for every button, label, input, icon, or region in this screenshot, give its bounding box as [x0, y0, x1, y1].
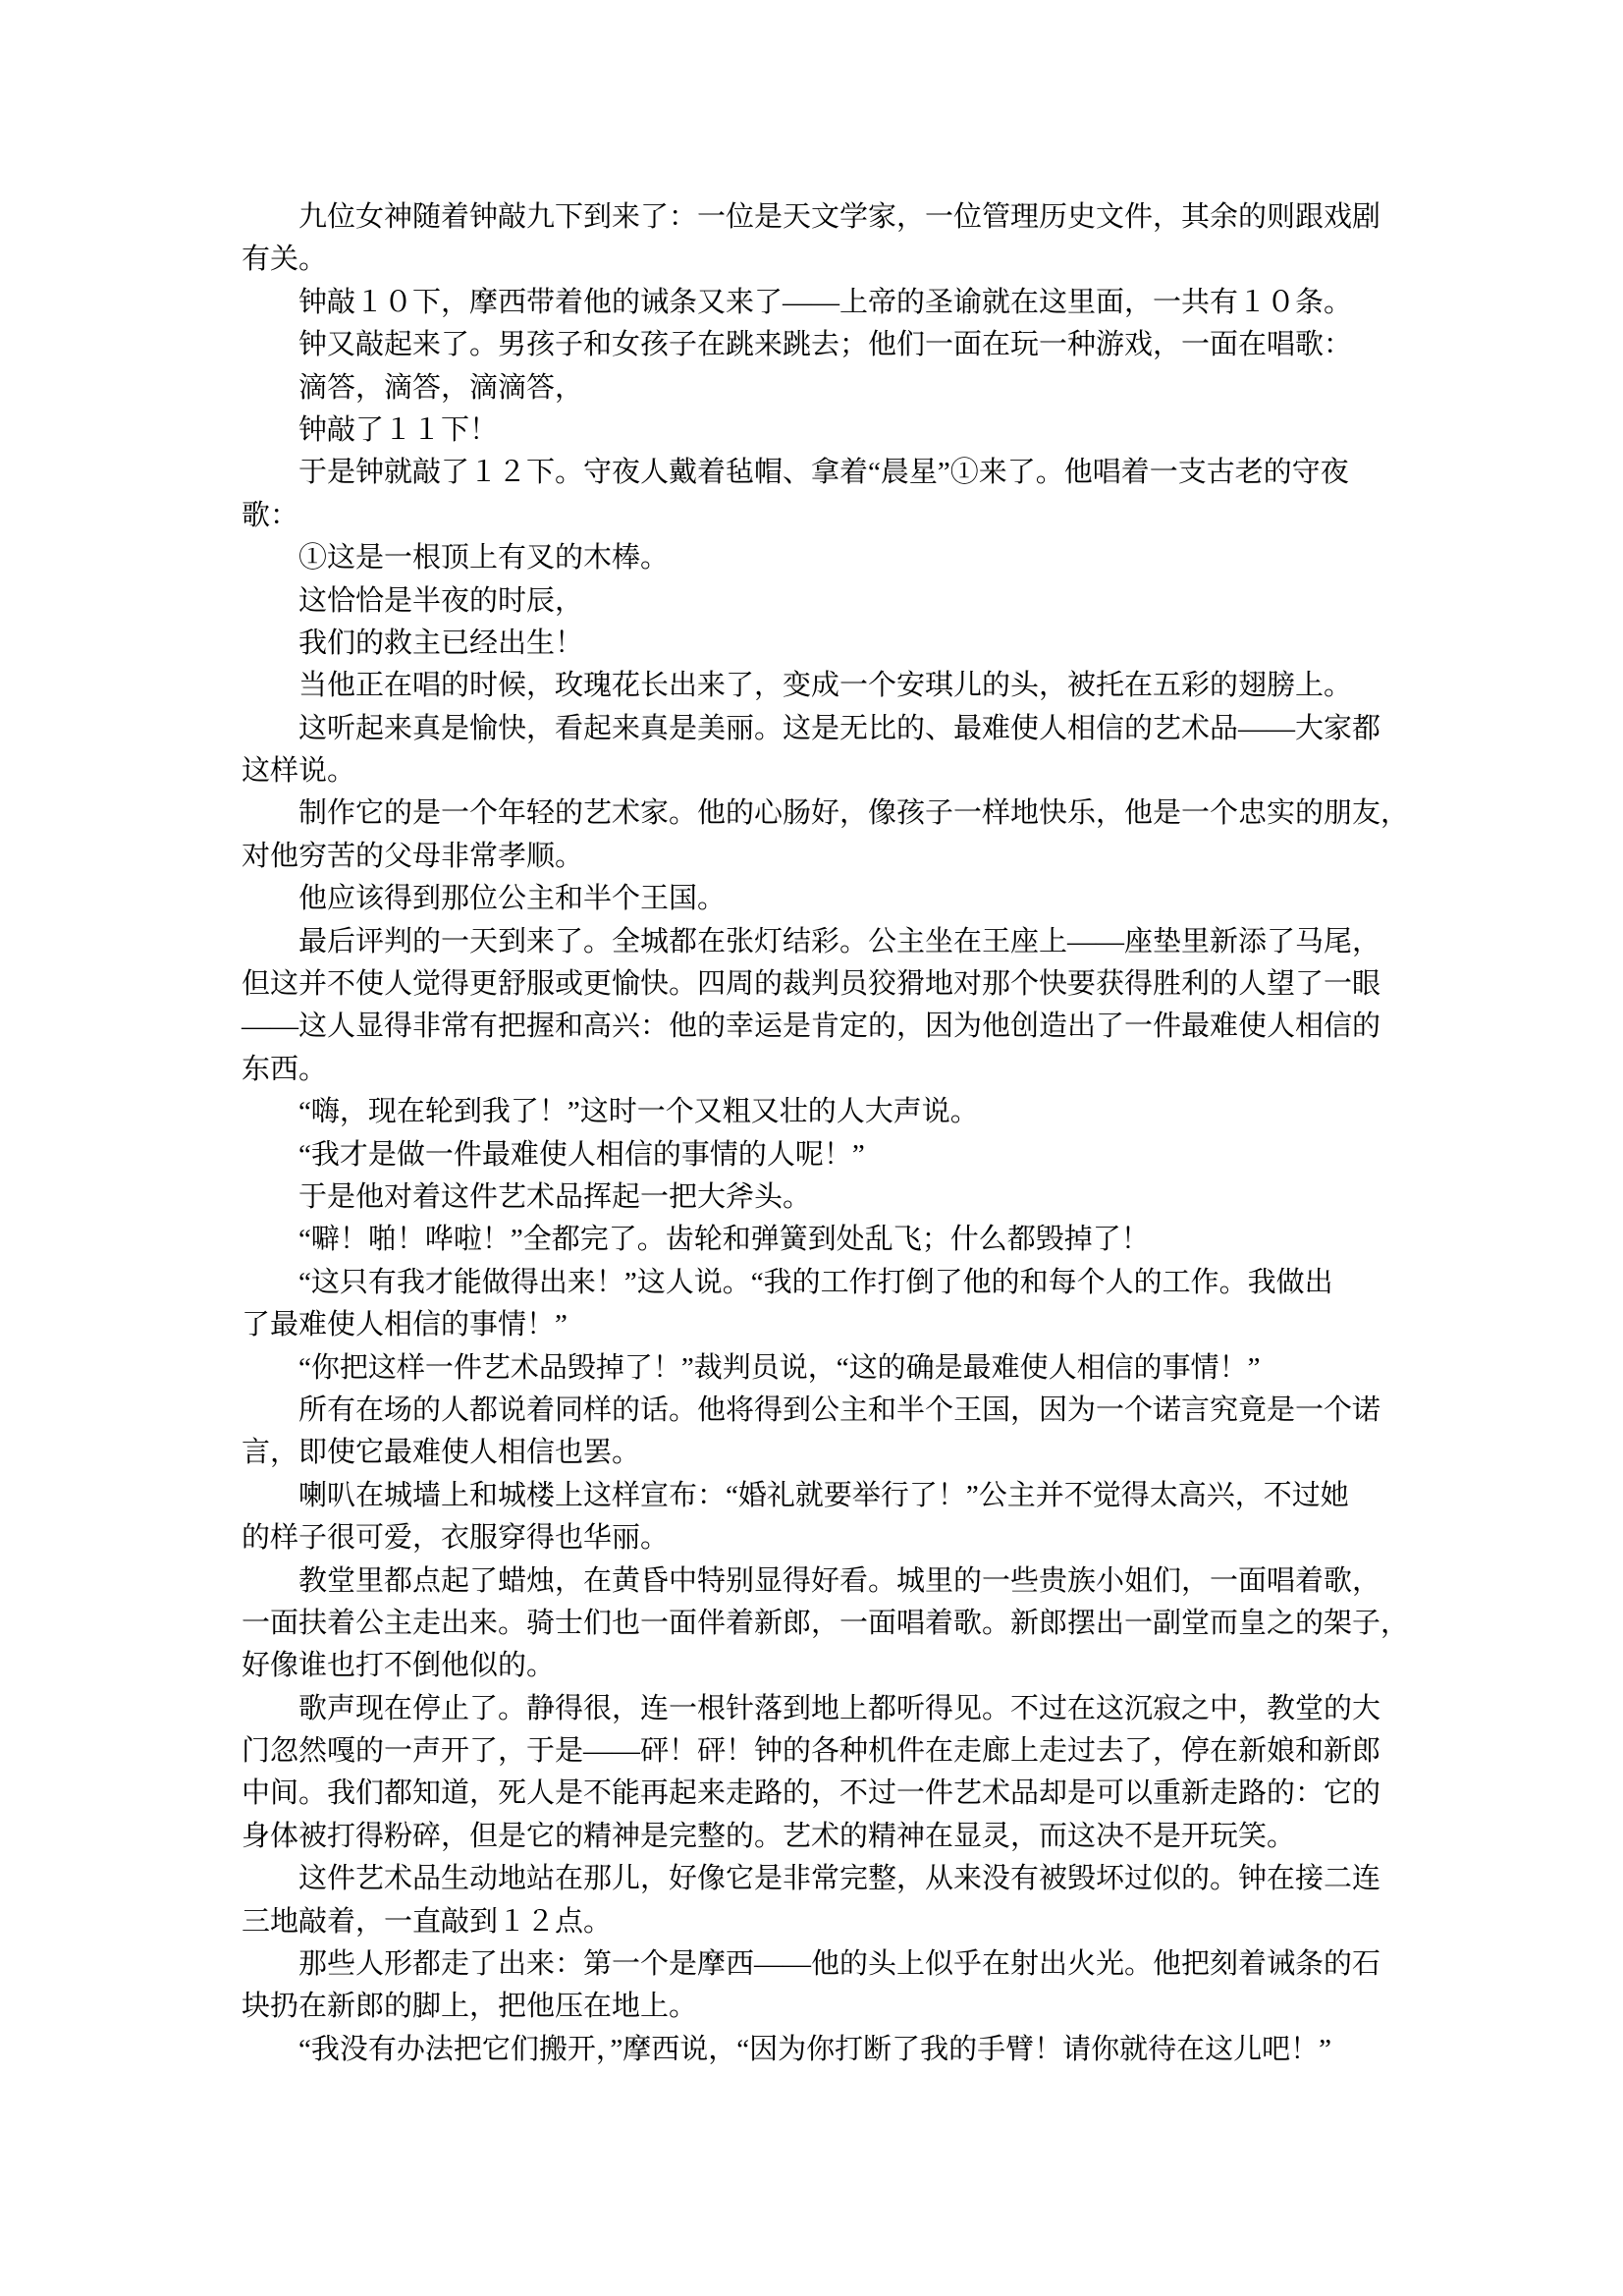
text-line: “嗨，现在轮到我了！”这时一个又粗又壮的人大声说。	[298, 1096, 979, 1128]
text-line: 对他穷苦的父母非常孝顺。	[242, 840, 584, 872]
text-line: 于是钟就敲了１２下。守夜人戴着毡帽、拿着“晨星”①来了。他唱着一支古老的守夜	[298, 457, 1349, 489]
text-line: 三地敲着，一直敲到１２点。	[242, 1905, 613, 1938]
text-line: 一面扶着公主走出来。骑士们也一面伴着新郎，一面唱着歌。新郎摆出一副堂而皇之的架子，	[242, 1607, 1410, 1639]
text-line: 于是他对着这件艺术品挥起一把大斧头。	[298, 1180, 812, 1213]
text-line: 钟敲１０下，摩西带着他的诫条又来了——上帝的圣谕就在这里面，一共有１０条。	[298, 286, 1353, 318]
text-line: 东西。	[242, 1053, 328, 1085]
text-line: ——这人显得非常有把握和高兴：他的幸运是肯定的，因为他创造出了一件最难使人相信的	[242, 1011, 1381, 1043]
text-line: 这件艺术品生动地站在那儿，好像它是非常完整，从来没有被毁坏过似的。钟在接二连	[298, 1863, 1381, 1895]
text-line: 中间。我们都知道，死人是不能再起来走路的，不过一件艺术品却是可以重新走路的：它的	[242, 1777, 1381, 1810]
text-line: 了最难使人相信的事情！”	[242, 1309, 568, 1341]
text-line: 好像谁也打不倒他似的。	[242, 1650, 556, 1682]
text-line: “这只有我才能做得出来！”这人说。“我的工作打倒了他的和每个人的工作。我做出	[298, 1266, 1333, 1298]
text-line: 那些人形都走了出来：第一个是摩西——他的头上似乎在射出火光。他把刻着诫条的石	[298, 1948, 1381, 1981]
text-body	[242, 196, 1410, 2071]
text-line: 的样子很可爱，衣服穿得也华丽。	[242, 1522, 670, 1555]
text-line: 他应该得到那位公主和半个王国。	[298, 883, 727, 915]
text-line: “我才是做一件最难使人相信的事情的人呢！”	[298, 1138, 865, 1171]
text-line: 所有在场的人都说着同样的话。他将得到公主和半个王国，因为一个诺言究竟是一个诺	[298, 1394, 1381, 1426]
text-line: 制作它的是一个年轻的艺术家。他的心肠好，像孩子一样地快乐，他是一个忠实的朋友，	[298, 797, 1410, 830]
text-line: “你把这样一件艺术品毁掉了！”裁判员说，“这的确是最难使人相信的事情！”	[298, 1351, 1261, 1384]
text-line: 但这并不使人觉得更舒服或更愉快。四周的裁判员狡猾地对那个快要获得胜利的人望了一眼	[242, 968, 1381, 1001]
text-line: 有关。	[242, 244, 328, 276]
text-line: 这恰恰是半夜的时辰，	[298, 584, 584, 617]
text-line: 歌：	[242, 499, 299, 531]
text-line: “噼！啪！哗啦！”全都完了。齿轮和弹簧到处乱飞；什么都毁掉了！	[298, 1224, 1150, 1256]
text-line: 钟敲了１１下！	[298, 413, 499, 446]
text-line: 喇叭在城墙上和城楼上这样宣布：“婚礼就要举行了！”公主并不觉得太高兴，不过她	[298, 1479, 1349, 1511]
text-line: 身体被打得粉碎，但是它的精神是完整的。艺术的精神在显灵，而这决不是开玩笑。	[242, 1820, 1296, 1852]
text-line: 最后评判的一天到来了。全城都在张灯结彩。公主坐在王座上——座垫里新添了马尾，	[298, 925, 1381, 957]
text-line: ①这是一根顶上有叉的木棒。	[298, 542, 670, 574]
text-line: 这样说。	[242, 755, 356, 788]
text-line: 钟又敲起来了。男孩子和女孩子在跳来跳去；他们一面在玩一种游戏，一面在唱歌：	[298, 329, 1353, 361]
text-line: 块扔在新郎的脚上，把他压在地上。	[242, 1991, 698, 2023]
text-line: 这听起来真是愉快，看起来真是美丽。这是无比的、最难使人相信的艺术品——大家都	[298, 712, 1381, 744]
text-line: 教堂里都点起了蜡烛，在黄昏中特别显得好看。城里的一些贵族小姐们，一面唱着歌，	[298, 1564, 1381, 1597]
text-line: 九位女神随着钟敲九下到来了：一位是天文学家，一位管理历史文件，其余的则跟戏剧	[298, 201, 1381, 233]
text-line: 当他正在唱的时候，玫瑰花长出来了，变成一个安琪儿的头，被托在五彩的翅膀上。	[298, 670, 1353, 702]
text-line: 我们的救主已经出生！	[298, 627, 584, 659]
text-line: 门忽然嘎的一声开了，于是——砰！砰！钟的各种机件在走廊上走过去了，停在新娘和新郎	[242, 1735, 1381, 1768]
text-line: “我没有办法把它们搬开，”摩西说，“因为你打断了我的手臂！请你就待在这儿吧！”	[298, 2033, 1331, 2065]
text-line: 歌声现在停止了。静得很，连一根针落到地上都听得见。不过在这沉寂之中，教堂的大	[298, 1692, 1381, 1724]
text-line: 言，即使它最难使人相信也罢。	[242, 1437, 641, 1469]
text-line: 滴答，滴答，滴滴答，	[298, 371, 584, 404]
